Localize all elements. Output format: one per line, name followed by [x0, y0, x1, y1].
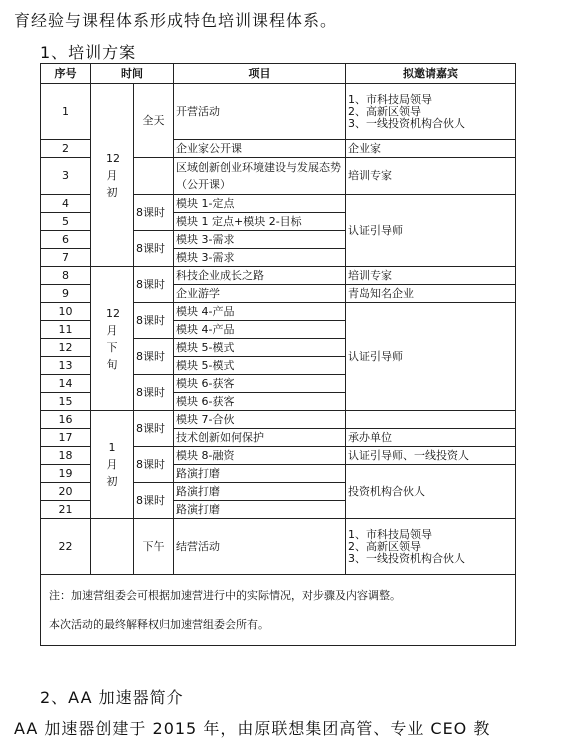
row-item: 开营活动 [174, 84, 346, 140]
sub-eight-hours: 8课时 [134, 303, 174, 339]
header-num: 序号 [41, 64, 91, 84]
row-item: 模块 5-模式 [174, 357, 346, 375]
row-item: 模块 1-定点 [174, 195, 346, 213]
sub-eight-hours: 8课时 [134, 483, 174, 519]
row-item: 模块 4-产品 [174, 321, 346, 339]
row-num: 7 [41, 249, 91, 267]
row-guests: 培训专家 [346, 158, 516, 195]
row-num: 2 [41, 140, 91, 158]
notes-row [41, 575, 516, 646]
guest-line: 3、一线投资机构合伙人 [348, 116, 465, 130]
row-num: 11 [41, 321, 91, 339]
row-item: 结营活动 [174, 519, 346, 575]
header-guests: 拟邀请嘉宾 [346, 64, 516, 84]
table-row [41, 519, 516, 575]
row-num: 14 [41, 375, 91, 393]
sub-afternoon: 下午 [134, 519, 174, 575]
guest-line: 3、一线投资机构合伙人 [348, 551, 465, 565]
row-guests: 青岛知名企业 [346, 285, 516, 303]
row-num: 8 [41, 267, 91, 285]
row-num: 5 [41, 213, 91, 231]
row-num: 19 [41, 465, 91, 483]
sub-eight-hours: 8课时 [134, 231, 174, 267]
sub-eight-hours: 8课时 [134, 195, 174, 231]
row-guests [346, 84, 516, 140]
row-num: 9 [41, 285, 91, 303]
row-num: 16 [41, 411, 91, 429]
guest-line: 2、高新区领导 [348, 539, 421, 553]
sub-full-day: 全天 [134, 84, 174, 158]
guest-line: 1、市科技局领导 [348, 527, 432, 541]
row-num: 1 [41, 84, 91, 140]
intro-text: 育经验与课程体系形成特色培训课程体系。 [14, 11, 338, 30]
row-item: 模块 4-产品 [174, 303, 346, 321]
row-item: 路演打磨 [174, 483, 346, 501]
table-header-row [41, 64, 516, 84]
row-item: 模块 6-获客 [174, 375, 346, 393]
row-guests: 企业家 [346, 140, 516, 158]
table-row [41, 84, 516, 140]
sub-eight-hours: 8课时 [134, 267, 174, 303]
merged-guests-certified-1: 认证引导师 [346, 195, 516, 267]
time-group-label: 12月初 [106, 151, 120, 199]
row-item: 模块 8-融资 [174, 447, 346, 465]
section2-title: 2、AA 加速器简介 [40, 688, 184, 707]
row-num: 4 [41, 195, 91, 213]
row-num: 10 [41, 303, 91, 321]
guest-line: 1、市科技局领导 [348, 92, 432, 106]
section1-title: 1、培训方案 [40, 43, 137, 62]
row-num: 12 [41, 339, 91, 357]
note-line: 本次活动的最终解释权归加速营组委会所有。 [49, 618, 269, 631]
row-item: 科技企业成长之路 [174, 267, 346, 285]
row-item: 路演打磨 [174, 501, 346, 519]
sub-empty [134, 158, 174, 195]
notes-cell [41, 575, 516, 646]
row-item: 技术创新如何保护 [174, 429, 346, 447]
merged-guests-investor: 投资机构合伙人 [346, 465, 516, 519]
row-item: 模块 3-需求 [174, 231, 346, 249]
row-guests: 培训专家 [346, 267, 516, 285]
row-item: 模块 5-模式 [174, 339, 346, 357]
header-time: 时间 [91, 64, 174, 84]
sub-eight-hours: 8课时 [134, 375, 174, 411]
row-item: 模块 7-合伙 [174, 411, 346, 429]
row-guests: 承办单位 [346, 429, 516, 447]
sub-eight-hours: 8课时 [134, 339, 174, 375]
row-num: 20 [41, 483, 91, 501]
tail-text: AA 加速器创建于 2015 年，由原联想集团高管、专业 CEO 教 [14, 719, 491, 738]
time-group-2 [91, 267, 134, 411]
row-item: 模块 6-获客 [174, 393, 346, 411]
time-group-label: 12月下旬 [106, 306, 120, 371]
row-num: 13 [41, 357, 91, 375]
row-guests [346, 411, 516, 429]
table-row [41, 267, 516, 285]
row-item: 模块 3-需求 [174, 249, 346, 267]
row-item: 企业游学 [174, 285, 346, 303]
row-num: 21 [41, 501, 91, 519]
time-group-label: 1月初 [106, 441, 118, 488]
row-num: 18 [41, 447, 91, 465]
row-num: 3 [41, 158, 91, 195]
table-row [41, 411, 516, 429]
row-num: 22 [41, 519, 91, 575]
header-item: 项目 [174, 64, 346, 84]
merged-guests-certified-2: 认证引导师 [346, 303, 516, 411]
training-schedule-table [40, 63, 516, 646]
sub-eight-hours: 8课时 [134, 447, 174, 483]
row-guests: 认证引导师、一线投资人 [346, 447, 516, 465]
row-num: 17 [41, 429, 91, 447]
row-item: 模块 1 定点+模块 2-目标 [174, 213, 346, 231]
row-item: 企业家公开课 [174, 140, 346, 158]
guest-line: 2、高新区领导 [348, 104, 421, 118]
row-guests [346, 519, 516, 575]
row-num: 6 [41, 231, 91, 249]
time-group-1 [91, 84, 134, 267]
row-item: 区域创新创业环境建设与发展态势（公开课） [174, 158, 346, 195]
row-item: 路演打磨 [174, 465, 346, 483]
time-group-empty [91, 519, 134, 575]
time-group-3 [91, 411, 134, 519]
note-line: 注：加速营组委会可根据加速营进行中的实际情况，对步骤及内容调整。 [49, 589, 401, 602]
row-num: 15 [41, 393, 91, 411]
sub-eight-hours: 8课时 [134, 411, 174, 447]
